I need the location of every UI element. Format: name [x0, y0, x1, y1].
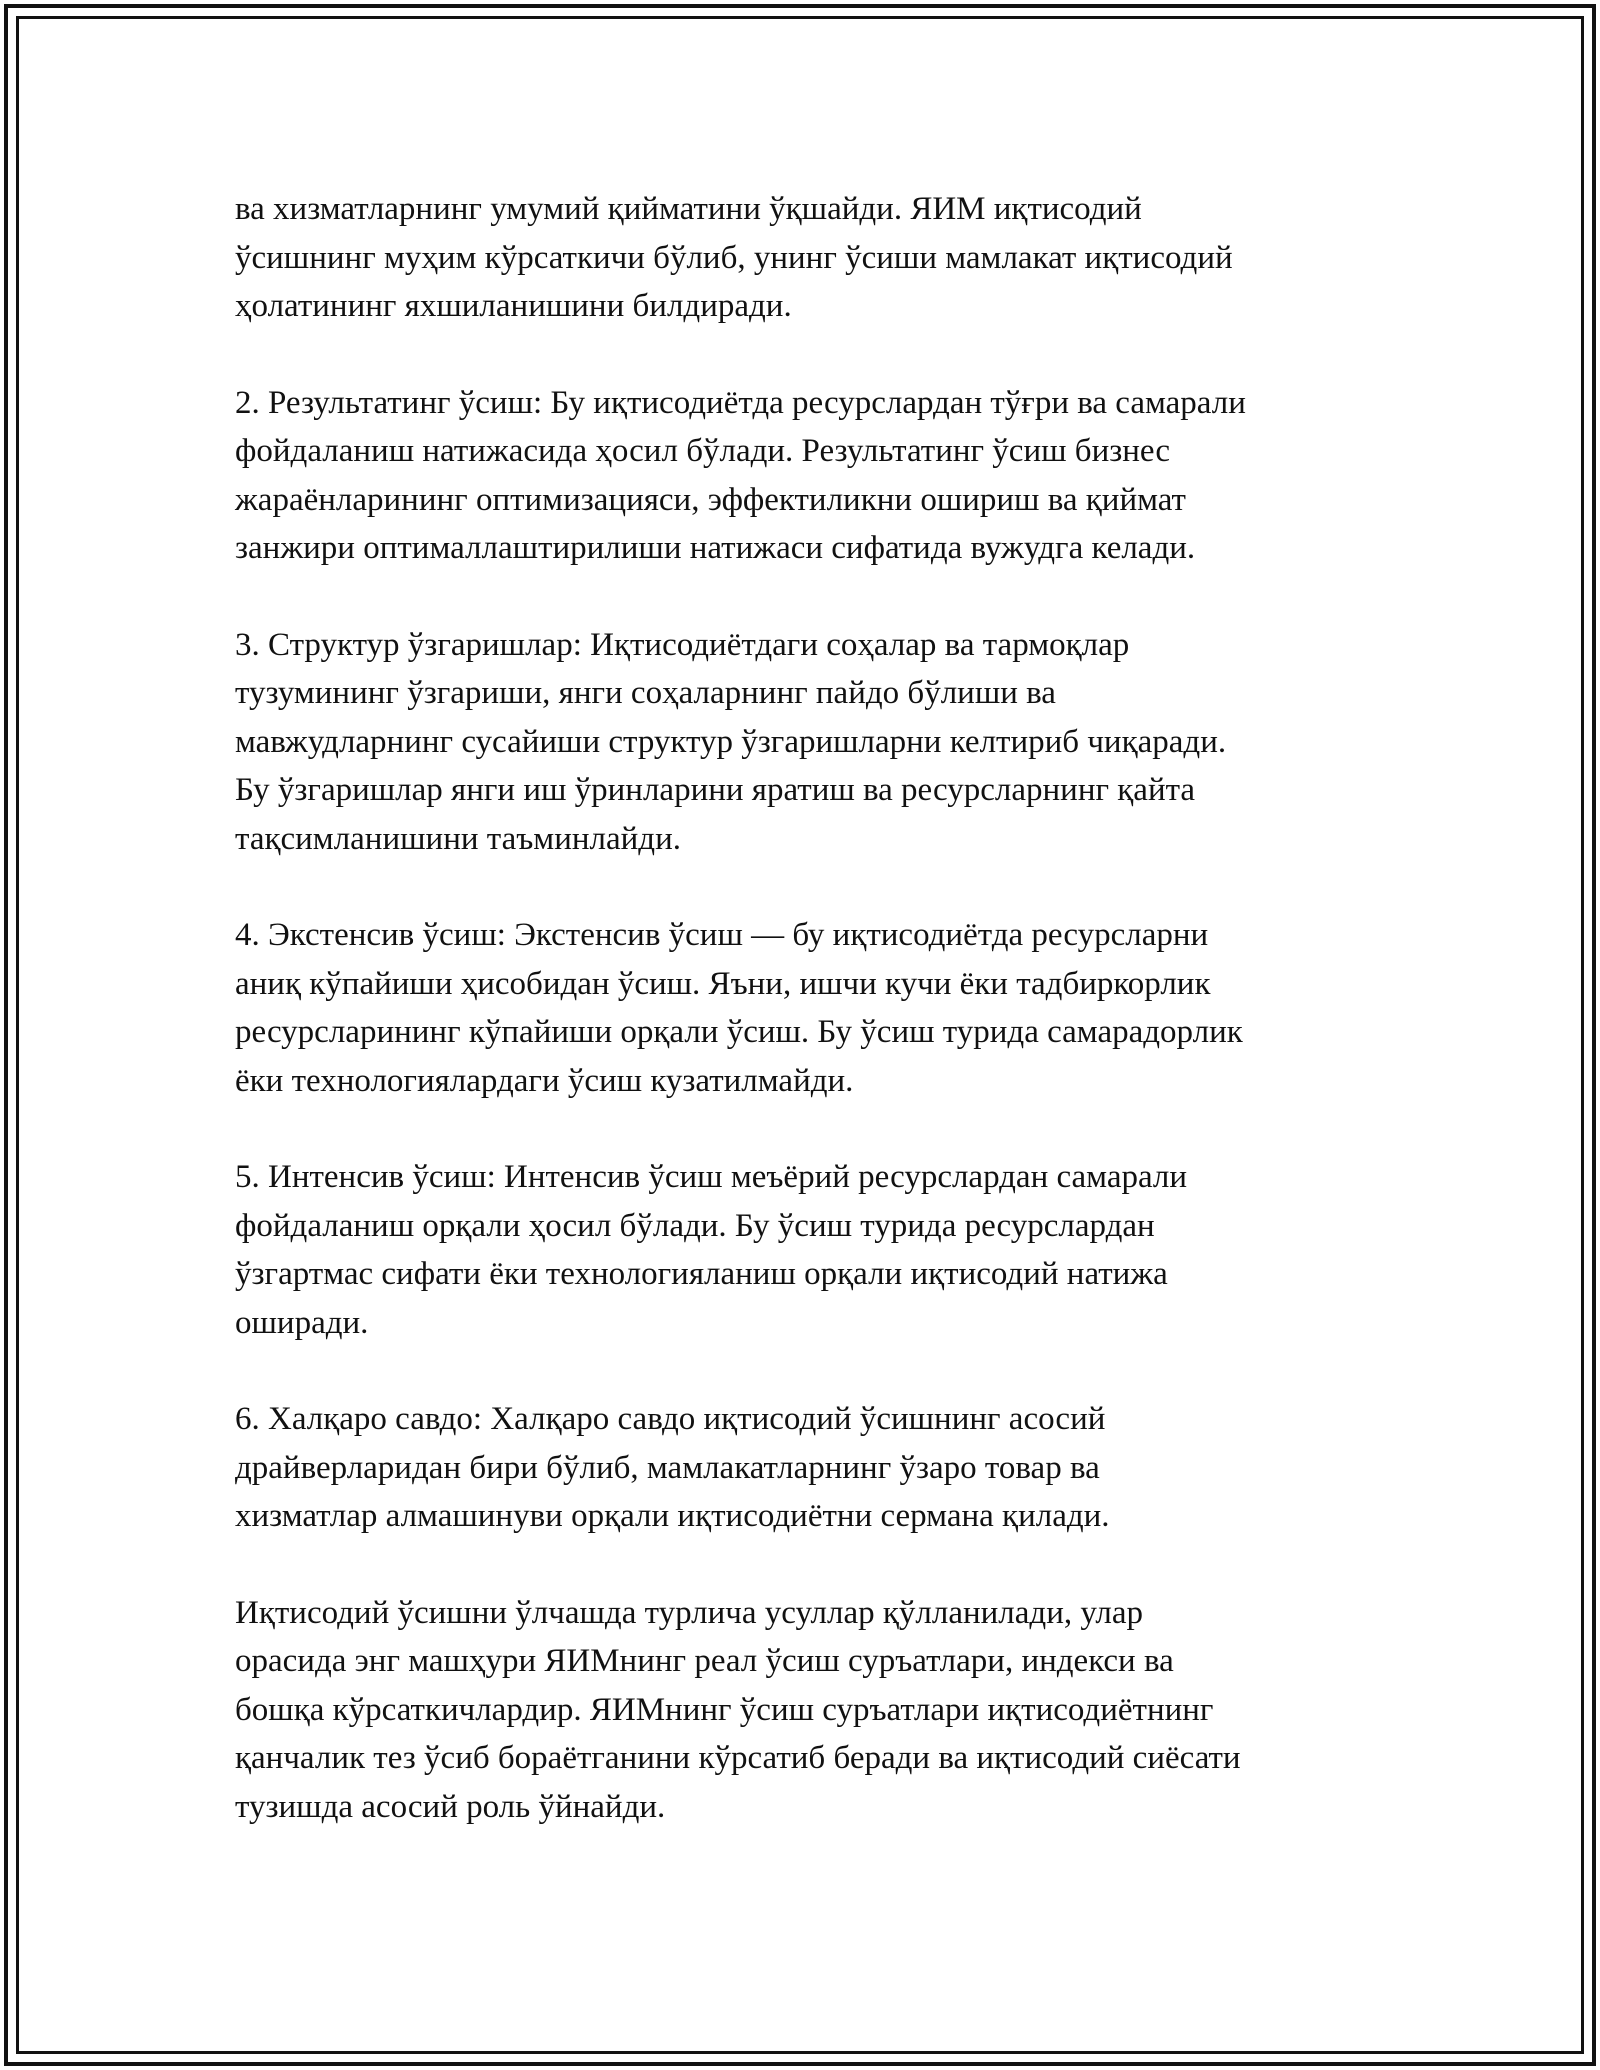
paragraph-international-trade: 6. Халқаро савдо: Халқаро савдо иқтисодий ўсишнинг асосий драйверларидан бири бўлиб, мамлакатларнинг ўзаро товар ва хизматлар алмашинуви орқали иқтисодиётни сермана қилади.	[235, 1401, 1110, 1534]
document-body	[235, 185, 1375, 1831]
paragraph-structural-changes: 3. Структур ўзгаришлар: Иқтисодиётдаги соҳалар ва тармоқлар тузумининг ўзгариши, янги соҳаларнинг пайдо бўлиши ва мавжудларнинг сусайиши структур ўзгаришларни келтириб чиқаради. Бу ўзгаришлар янги иш ўринларини яратиш ва ресурсларнинг қайта тақсимланишини таъминлайди.	[235, 626, 1227, 857]
paragraph-extensive-growth: 4. Экстенсив ўсиш: Экстенсив ўсиш — бу иқтисодиётда ресурсларни аниқ кўпайиши ҳисобидан ўсиш. Яъни, ишчи кучи ёки тадбиркорлик ресурсларининг кўпайиши орқали ўсиш. Бу ўсиш турида самарадорлик ёки технологиялардаги ўсиш кузатилмайди.	[235, 917, 1243, 1099]
paragraph-measurement: Иқтисодий ўсишни ўлчашда турлича усуллар қўлланилади, улар орасида энг машҳури ЯИМнинг реал ўсиш суръатлари, индекси ва бошқа кўрсаткичлардир. ЯИМнинг ўсиш суръатлари иқтисодиётнинг қанчалик тез ўсиб бораётганини кўрсатиб беради ва иқтисодий сиёсати тузишда асосий роль ўйнайди.	[235, 1594, 1241, 1825]
paragraph-intensive-growth: 5. Интенсив ўсиш: Интенсив ўсиш меъёрий ресурслардан самарали фойдаланиш орқали ҳосил бўлади. Бу ўсиш турида ресурслардан ўзгартмас сифати ёки технологияланиш орқали иқтисодий натижа оширади.	[235, 1159, 1188, 1341]
paragraph-gdp-intro: ва хизматларнинг умумий қийматини ўқшайди. ЯИМ иқтисодий ўсишнинг муҳим кўрсаткичи бўлиб, унинг ўсиши мамлакат иқтисодий ҳолатининг яхшиланишини билдиради.	[235, 191, 1233, 324]
paragraph-result-growth: 2. Результатинг ўсиш: Бу иқтисодиётда ресурслардан тўғри ва самарали фойдаланиш натижасида ҳосил бўлади. Результатинг ўсиш бизнес жараёнларининг оптимизацияси, эффектиликни ошириш ва қиймат занжири оптималлаштирилиши натижаси сифатида вужудга келади.	[235, 384, 1246, 566]
